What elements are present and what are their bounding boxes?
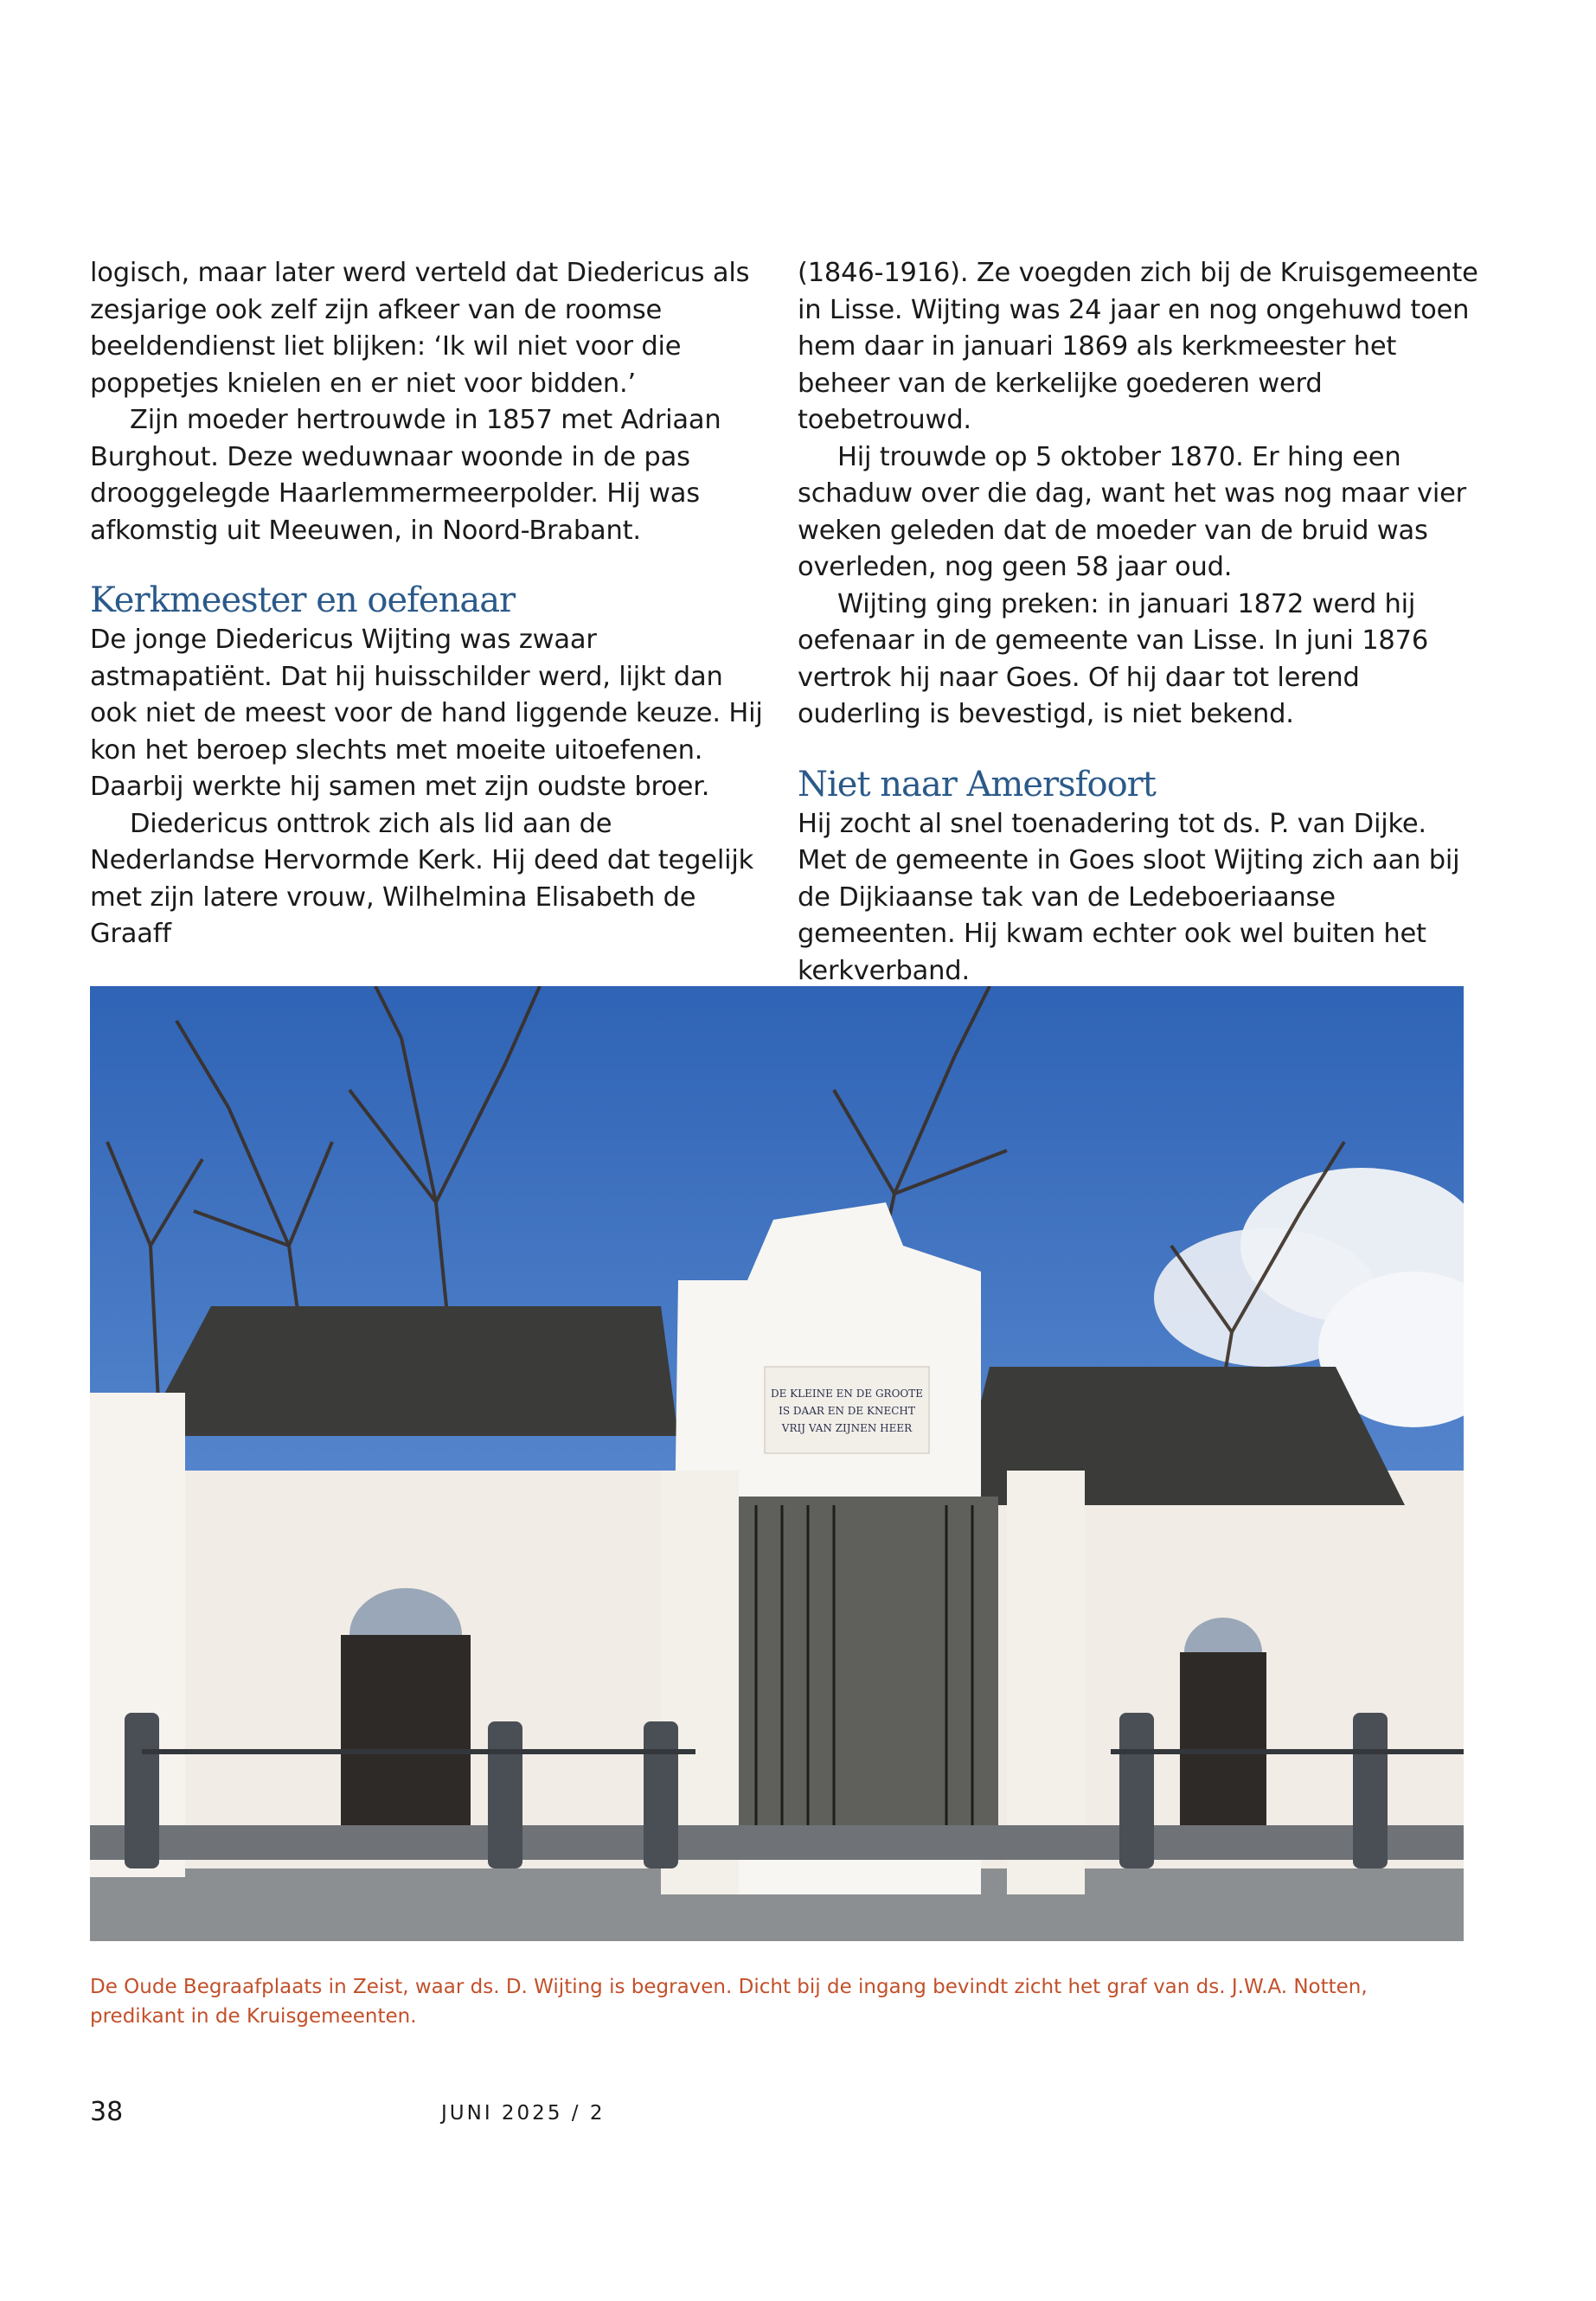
body-paragraph: Wijting ging preken: in januari 1872 werd hij oefenaar in de gemeente van Lisse. In juni 1876 vertrok hij naar Goes. Of hij daar tot lerend ouderling is bevestigd, is niet bekend. — [798, 588, 1429, 729]
body-paragraph: Diedericus onttrok zich als lid aan de Nederlandse Hervormde Kerk. Hij deed dat tegelijk met zijn latere vrouw, Wilhelmina Elisabeth de Graaff — [90, 808, 754, 949]
inscription-line: VRIJ VAN ZIJNEN HEER — [781, 1422, 913, 1434]
page-number: 38 — [90, 2097, 124, 2127]
body-paragraph: Hij trouwde op 5 oktober 1870. Er hing een schaduw over die dag, want het was nog maar vier weken geleden dat de moeder van de bruid was overleden, nog geen 58 jaar oud. — [798, 441, 1467, 582]
body-paragraph: Hij zocht al snel toenadering tot ds. P. van Dijke. Met de gemeente in Goes sloot Wijting zich aan bij de Dijkiaanse tak van de Ledeboeriaanse gemeenten. Hij kwam echter ook wel buiten het kerkverband. — [798, 808, 1460, 986]
section-heading: Kerkmeester en oefenaar — [90, 580, 516, 620]
body-paragraph: Zijn moeder hertrouwde in 1857 met Adriaan Burghout. Deze weduwnaar woonde in de pas drooggelegde Haarlemmermeerpolder. Hij was afkomstig uit Meeuwen, in Noord-Brabant. — [90, 405, 721, 546]
body-paragraph: De jonge Diedericus Wijting was zwaar astmapatiënt. Dat hij huisschilder werd, lijkt dan ook niet de meest voor de hand liggende keuze. Hij kon het beroep slechts met moeite uitoefenen. Daarbij werkte hij samen met zijn oudste broer. — [90, 625, 763, 802]
cemetery-gate-photo — [90, 986, 1464, 1941]
body-paragraph: logisch, maar later werd verteld dat Diedericus als zesjarige ook zelf zijn afkeer van de roomse beeldendienst liet blijken: ‘Ik wil niet voor die poppetjes knielen en er niet voor bidden.’ — [90, 258, 750, 399]
inscription-line: IS DAAR EN DE KNECHT — [779, 1405, 915, 1417]
section-heading: Niet naar Amersfoort — [798, 764, 1156, 804]
right-column — [798, 255, 1481, 990]
left-column — [90, 255, 773, 953]
body-paragraph: (1846-1916). Ze voegden zich bij de Kruisgemeente in Lisse. Wijting was 24 jaar en nog ongehuwd toen hem daar in januari 1869 als kerkmeester het beheer van de kerkelijke goederen werd toebetrouwd. — [798, 258, 1478, 435]
photo-caption: De Oude Begraafplaats in Zeist, waar ds. D. Wijting is begraven. Dicht bij de ingang bevindt zicht het graf van ds. J.W.A. Notten, predikant in de Kruisgemeenten. — [90, 1976, 1368, 2028]
issue-label: JUNI 2025 / 2 — [441, 2102, 606, 2125]
inscription-line: DE KLEINE EN DE GROOTE — [770, 1388, 924, 1400]
